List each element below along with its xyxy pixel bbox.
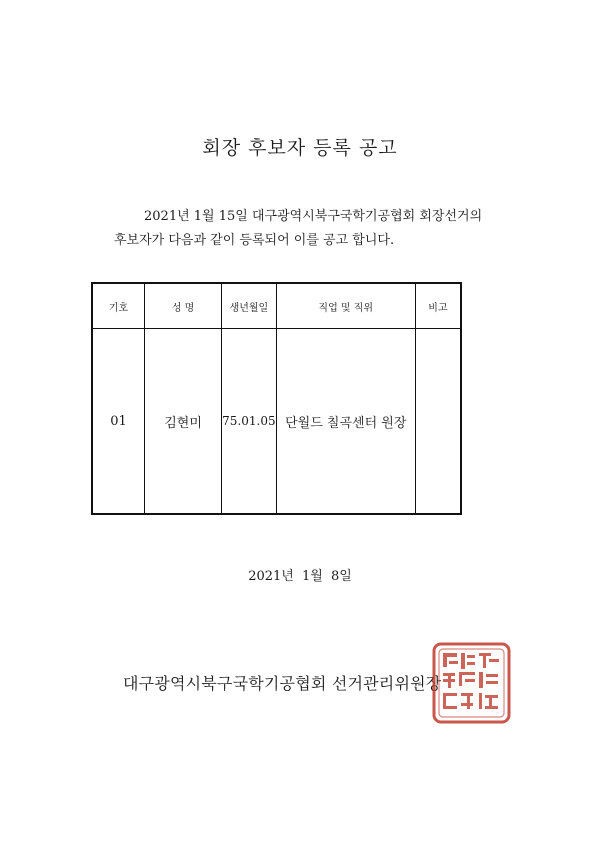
- candidate-occupation: 단월드 칠곡센터 원장: [276, 329, 415, 515]
- issuer-name: 대구광역시북구국학기공협회 선거관리위원장: [123, 674, 442, 693]
- header-note: 비고: [415, 283, 461, 329]
- header-number: 기호: [92, 283, 145, 329]
- announcement-text: [114, 205, 514, 253]
- candidate-name: 김현미: [145, 329, 222, 515]
- header-name: 성 명: [145, 283, 222, 329]
- candidate-birthdate: 75.01.05: [222, 329, 276, 515]
- official-seal-stamp: [431, 641, 512, 725]
- table-row: [92, 329, 461, 515]
- candidate-number: 01: [92, 329, 145, 515]
- header-birthdate: 생년월일: [222, 283, 276, 329]
- announcement-line-1: 2021년 1월 15일 대구광역시북구국학기공협회 회장선거의: [144, 209, 483, 224]
- header-occupation: 직업 및 직위: [276, 283, 415, 329]
- announcement-date: 2021년 1월 8일: [248, 569, 352, 584]
- candidate-table: [91, 282, 462, 515]
- announcement-line-2: 후보자가 다음과 같이 등록되어 이를 공고 합니다.: [114, 233, 395, 248]
- document-title: 회장 후보자 등록 공고: [202, 137, 398, 159]
- candidate-note: [415, 329, 461, 515]
- table-header-row: [92, 283, 461, 329]
